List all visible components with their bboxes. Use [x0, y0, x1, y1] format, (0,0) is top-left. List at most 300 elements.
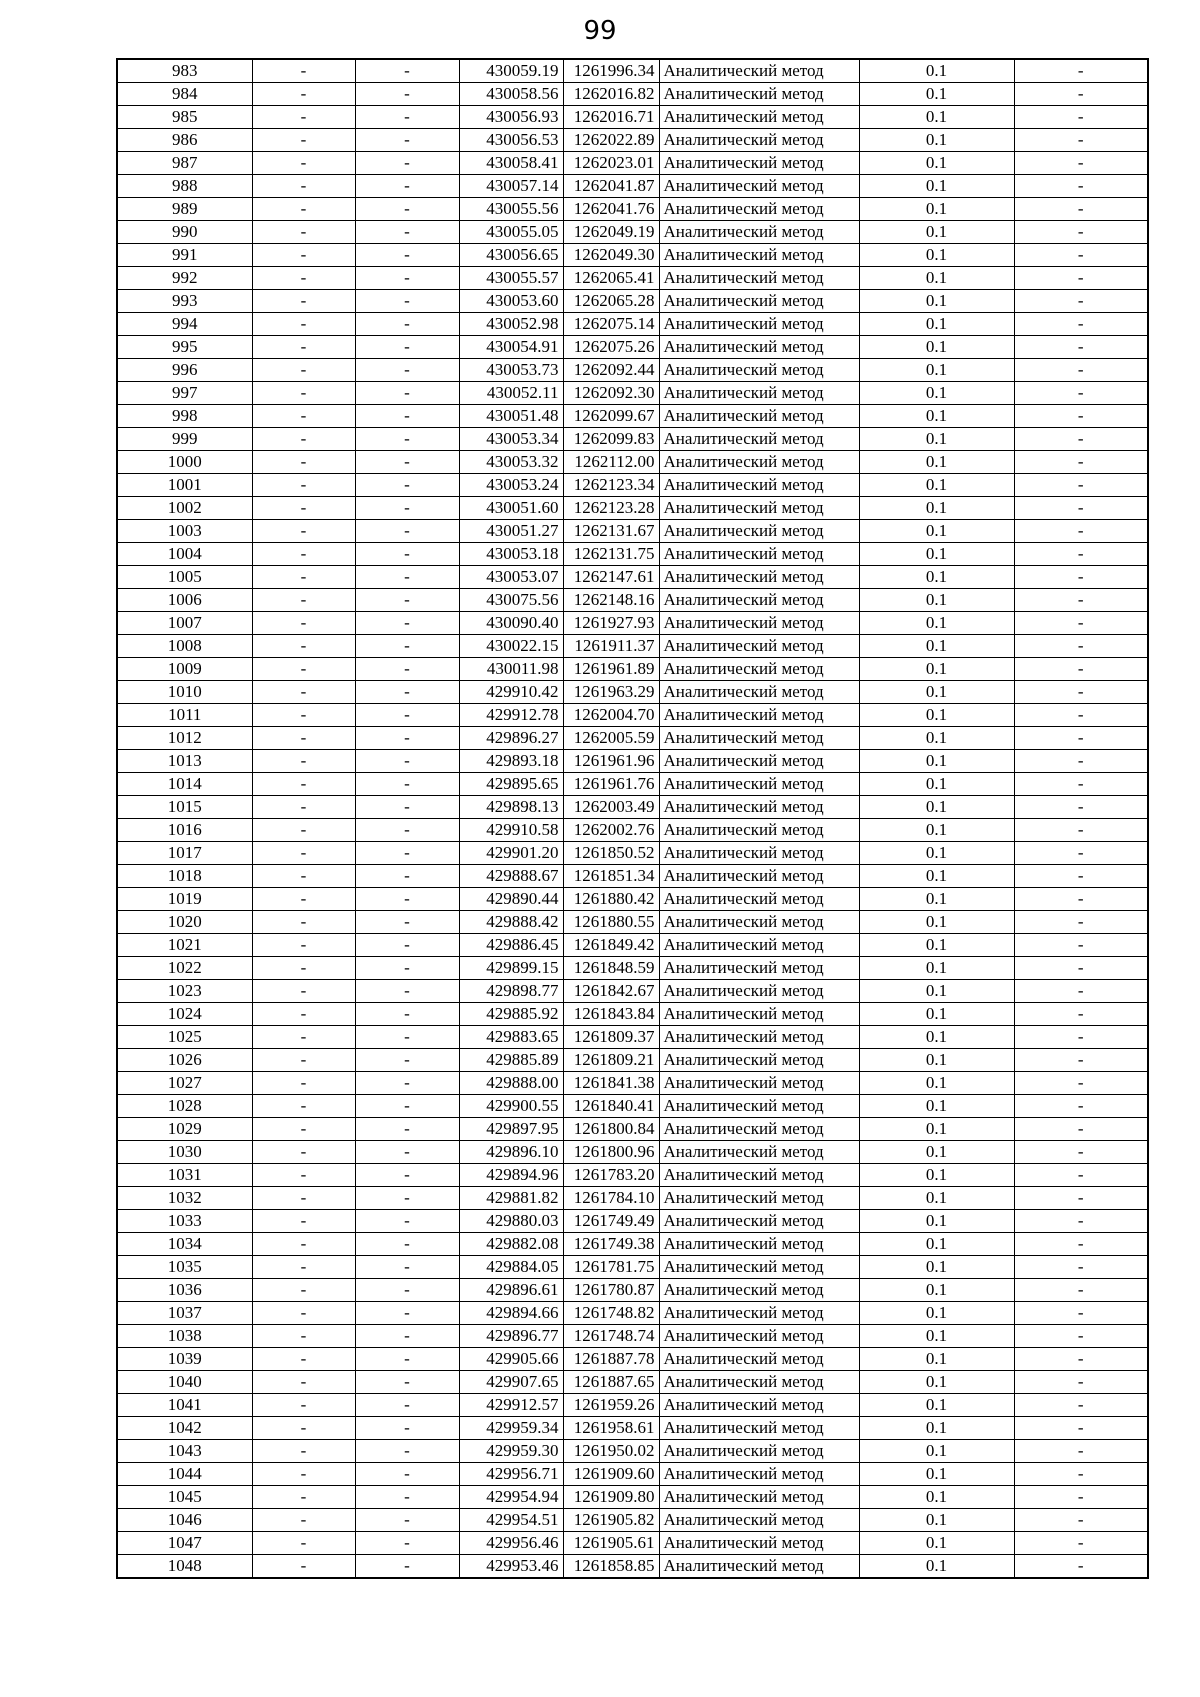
x-coordinate-cell: 429895.65	[459, 773, 563, 796]
point-number-cell: 986	[117, 129, 252, 152]
column-3-cell: -	[355, 382, 459, 405]
y-coordinate-cell: 1262065.28	[563, 290, 659, 313]
point-number-cell: 997	[117, 382, 252, 405]
x-coordinate-cell: 430011.98	[459, 658, 563, 681]
column-2-cell: -	[252, 658, 355, 681]
point-number-cell: 990	[117, 221, 252, 244]
accuracy-cell: 0.1	[859, 1003, 1014, 1026]
column-3-cell: -	[355, 1072, 459, 1095]
point-number-cell: 1038	[117, 1325, 252, 1348]
y-coordinate-cell: 1262003.49	[563, 796, 659, 819]
column-2-cell: -	[252, 313, 355, 336]
column-2-cell: -	[252, 244, 355, 267]
table-row	[117, 1302, 1148, 1325]
method-cell: Аналитический метод	[659, 1325, 859, 1348]
method-cell: Аналитический метод	[659, 221, 859, 244]
column-3-cell: -	[355, 336, 459, 359]
column-2-cell: -	[252, 1003, 355, 1026]
column-3-cell: -	[355, 589, 459, 612]
column-3-cell: -	[355, 290, 459, 313]
accuracy-cell: 0.1	[859, 1072, 1014, 1095]
point-number-cell: 1027	[117, 1072, 252, 1095]
point-number-cell: 985	[117, 106, 252, 129]
y-coordinate-cell: 1261800.96	[563, 1141, 659, 1164]
column-3-cell: -	[355, 727, 459, 750]
accuracy-cell: 0.1	[859, 1486, 1014, 1509]
column-3-cell: -	[355, 635, 459, 658]
table-row	[117, 267, 1148, 290]
method-cell: Аналитический метод	[659, 934, 859, 957]
y-coordinate-cell: 1261959.26	[563, 1394, 659, 1417]
point-number-cell: 1020	[117, 911, 252, 934]
method-cell: Аналитический метод	[659, 1532, 859, 1555]
column-8-cell: -	[1014, 704, 1148, 727]
point-number-cell: 1034	[117, 1233, 252, 1256]
column-2-cell: -	[252, 957, 355, 980]
column-3-cell: -	[355, 1417, 459, 1440]
column-2-cell: -	[252, 681, 355, 704]
column-8-cell: -	[1014, 727, 1148, 750]
point-number-cell: 1001	[117, 474, 252, 497]
table-row	[117, 796, 1148, 819]
column-2-cell: -	[252, 520, 355, 543]
method-cell: Аналитический метод	[659, 980, 859, 1003]
y-coordinate-cell: 1261887.78	[563, 1348, 659, 1371]
method-cell: Аналитический метод	[659, 152, 859, 175]
column-2-cell: -	[252, 405, 355, 428]
table-row	[117, 819, 1148, 842]
table-row	[117, 658, 1148, 681]
column-8-cell: -	[1014, 1532, 1148, 1555]
y-coordinate-cell: 1262092.30	[563, 382, 659, 405]
method-cell: Аналитический метод	[659, 773, 859, 796]
y-coordinate-cell: 1261851.34	[563, 865, 659, 888]
table-row	[117, 290, 1148, 313]
x-coordinate-cell: 430053.73	[459, 359, 563, 382]
method-cell: Аналитический метод	[659, 290, 859, 313]
column-2-cell: -	[252, 1532, 355, 1555]
x-coordinate-cell: 430056.93	[459, 106, 563, 129]
table-row	[117, 1187, 1148, 1210]
x-coordinate-cell: 429954.94	[459, 1486, 563, 1509]
x-coordinate-cell: 430059.19	[459, 59, 563, 83]
accuracy-cell: 0.1	[859, 681, 1014, 704]
column-2-cell: -	[252, 83, 355, 106]
table-row	[117, 1371, 1148, 1394]
x-coordinate-cell: 430053.24	[459, 474, 563, 497]
x-coordinate-cell: 429901.20	[459, 842, 563, 865]
table-row	[117, 1394, 1148, 1417]
accuracy-cell: 0.1	[859, 1049, 1014, 1072]
accuracy-cell: 0.1	[859, 336, 1014, 359]
y-coordinate-cell: 1261748.82	[563, 1302, 659, 1325]
column-2-cell: -	[252, 1555, 355, 1579]
table-row	[117, 1486, 1148, 1509]
y-coordinate-cell: 1261809.21	[563, 1049, 659, 1072]
table-row	[117, 451, 1148, 474]
column-2-cell: -	[252, 59, 355, 83]
column-8-cell: -	[1014, 957, 1148, 980]
column-3-cell: -	[355, 1118, 459, 1141]
y-coordinate-cell: 1261781.75	[563, 1256, 659, 1279]
column-8-cell: -	[1014, 842, 1148, 865]
y-coordinate-cell: 1262002.76	[563, 819, 659, 842]
column-2-cell: -	[252, 727, 355, 750]
column-2-cell: -	[252, 865, 355, 888]
point-number-cell: 1040	[117, 1371, 252, 1394]
column-8-cell: -	[1014, 1233, 1148, 1256]
x-coordinate-cell: 429899.15	[459, 957, 563, 980]
column-2-cell: -	[252, 750, 355, 773]
table-row	[117, 635, 1148, 658]
column-2-cell: -	[252, 796, 355, 819]
x-coordinate-cell: 430052.98	[459, 313, 563, 336]
point-number-cell: 1009	[117, 658, 252, 681]
table-row	[117, 359, 1148, 382]
table-row	[117, 727, 1148, 750]
column-8-cell: -	[1014, 888, 1148, 911]
x-coordinate-cell: 430056.53	[459, 129, 563, 152]
x-coordinate-cell: 429896.77	[459, 1325, 563, 1348]
column-8-cell: -	[1014, 405, 1148, 428]
method-cell: Аналитический метод	[659, 1003, 859, 1026]
accuracy-cell: 0.1	[859, 1417, 1014, 1440]
x-coordinate-cell: 429910.58	[459, 819, 563, 842]
x-coordinate-cell: 429882.08	[459, 1233, 563, 1256]
method-cell: Аналитический метод	[659, 198, 859, 221]
column-2-cell: -	[252, 773, 355, 796]
column-8-cell: -	[1014, 290, 1148, 313]
y-coordinate-cell: 1262099.83	[563, 428, 659, 451]
method-cell: Аналитический метод	[659, 842, 859, 865]
y-coordinate-cell: 1261950.02	[563, 1440, 659, 1463]
x-coordinate-cell: 430075.56	[459, 589, 563, 612]
accuracy-cell: 0.1	[859, 290, 1014, 313]
column-8-cell: -	[1014, 520, 1148, 543]
x-coordinate-cell: 430058.56	[459, 83, 563, 106]
column-3-cell: -	[355, 83, 459, 106]
column-3-cell: -	[355, 497, 459, 520]
y-coordinate-cell: 1261996.34	[563, 59, 659, 83]
column-2-cell: -	[252, 1486, 355, 1509]
table-row	[117, 1026, 1148, 1049]
column-2-cell: -	[252, 382, 355, 405]
x-coordinate-cell: 429890.44	[459, 888, 563, 911]
column-2-cell: -	[252, 1440, 355, 1463]
column-2-cell: -	[252, 451, 355, 474]
column-8-cell: -	[1014, 1118, 1148, 1141]
x-coordinate-cell: 429883.65	[459, 1026, 563, 1049]
column-3-cell: -	[355, 1233, 459, 1256]
method-cell: Аналитический метод	[659, 1302, 859, 1325]
column-3-cell: -	[355, 1141, 459, 1164]
accuracy-cell: 0.1	[859, 1302, 1014, 1325]
y-coordinate-cell: 1261841.38	[563, 1072, 659, 1095]
y-coordinate-cell: 1262041.87	[563, 175, 659, 198]
column-3-cell: -	[355, 1532, 459, 1555]
table-row	[117, 750, 1148, 773]
accuracy-cell: 0.1	[859, 359, 1014, 382]
point-number-cell: 1031	[117, 1164, 252, 1187]
column-2-cell: -	[252, 635, 355, 658]
column-3-cell: -	[355, 451, 459, 474]
x-coordinate-cell: 429912.78	[459, 704, 563, 727]
column-3-cell: -	[355, 267, 459, 290]
y-coordinate-cell: 1261843.84	[563, 1003, 659, 1026]
point-number-cell: 1019	[117, 888, 252, 911]
table-row	[117, 842, 1148, 865]
table-row	[117, 589, 1148, 612]
column-3-cell: -	[355, 612, 459, 635]
point-number-cell: 1015	[117, 796, 252, 819]
table-row	[117, 497, 1148, 520]
column-2-cell: -	[252, 1026, 355, 1049]
x-coordinate-cell: 429884.05	[459, 1256, 563, 1279]
point-number-cell: 1023	[117, 980, 252, 1003]
x-coordinate-cell: 429893.18	[459, 750, 563, 773]
column-2-cell: -	[252, 129, 355, 152]
accuracy-cell: 0.1	[859, 221, 1014, 244]
point-number-cell: 1048	[117, 1555, 252, 1579]
column-8-cell: -	[1014, 451, 1148, 474]
column-8-cell: -	[1014, 1348, 1148, 1371]
table-row	[117, 1463, 1148, 1486]
y-coordinate-cell: 1261858.85	[563, 1555, 659, 1579]
method-cell: Аналитический метод	[659, 1164, 859, 1187]
accuracy-cell: 0.1	[859, 1118, 1014, 1141]
column-8-cell: -	[1014, 1049, 1148, 1072]
column-3-cell: -	[355, 1026, 459, 1049]
accuracy-cell: 0.1	[859, 497, 1014, 520]
method-cell: Аналитический метод	[659, 474, 859, 497]
column-8-cell: -	[1014, 221, 1148, 244]
x-coordinate-cell: 430052.11	[459, 382, 563, 405]
column-2-cell: -	[252, 106, 355, 129]
x-coordinate-cell: 429912.57	[459, 1394, 563, 1417]
accuracy-cell: 0.1	[859, 980, 1014, 1003]
method-cell: Аналитический метод	[659, 1095, 859, 1118]
table-row	[117, 1532, 1148, 1555]
column-3-cell: -	[355, 819, 459, 842]
table-row	[117, 1072, 1148, 1095]
accuracy-cell: 0.1	[859, 865, 1014, 888]
column-8-cell: -	[1014, 658, 1148, 681]
point-number-cell: 1026	[117, 1049, 252, 1072]
column-8-cell: -	[1014, 980, 1148, 1003]
table-row	[117, 566, 1148, 589]
column-8-cell: -	[1014, 1279, 1148, 1302]
column-3-cell: -	[355, 106, 459, 129]
column-3-cell: -	[355, 750, 459, 773]
accuracy-cell: 0.1	[859, 1279, 1014, 1302]
point-number-cell: 1025	[117, 1026, 252, 1049]
column-2-cell: -	[252, 1256, 355, 1279]
column-2-cell: -	[252, 336, 355, 359]
column-2-cell: -	[252, 1279, 355, 1302]
column-3-cell: -	[355, 980, 459, 1003]
column-8-cell: -	[1014, 267, 1148, 290]
accuracy-cell: 0.1	[859, 451, 1014, 474]
point-number-cell: 1005	[117, 566, 252, 589]
point-number-cell: 1042	[117, 1417, 252, 1440]
point-number-cell: 1041	[117, 1394, 252, 1417]
x-coordinate-cell: 430090.40	[459, 612, 563, 635]
column-3-cell: -	[355, 1486, 459, 1509]
point-number-cell: 999	[117, 428, 252, 451]
y-coordinate-cell: 1261784.10	[563, 1187, 659, 1210]
y-coordinate-cell: 1262016.71	[563, 106, 659, 129]
x-coordinate-cell: 430055.56	[459, 198, 563, 221]
table-row	[117, 59, 1148, 83]
x-coordinate-cell: 429896.27	[459, 727, 563, 750]
column-3-cell: -	[355, 313, 459, 336]
y-coordinate-cell: 1262049.30	[563, 244, 659, 267]
column-8-cell: -	[1014, 244, 1148, 267]
accuracy-cell: 0.1	[859, 589, 1014, 612]
x-coordinate-cell: 430053.60	[459, 290, 563, 313]
method-cell: Аналитический метод	[659, 106, 859, 129]
accuracy-cell: 0.1	[859, 129, 1014, 152]
column-2-cell: -	[252, 543, 355, 566]
column-3-cell: -	[355, 566, 459, 589]
y-coordinate-cell: 1261961.76	[563, 773, 659, 796]
accuracy-cell: 0.1	[859, 796, 1014, 819]
column-8-cell: -	[1014, 83, 1148, 106]
table-row	[117, 957, 1148, 980]
table-row	[117, 681, 1148, 704]
method-cell: Аналитический метод	[659, 1417, 859, 1440]
method-cell: Аналитический метод	[659, 612, 859, 635]
y-coordinate-cell: 1261800.84	[563, 1118, 659, 1141]
point-number-cell: 988	[117, 175, 252, 198]
y-coordinate-cell: 1261905.61	[563, 1532, 659, 1555]
column-8-cell: -	[1014, 198, 1148, 221]
method-cell: Аналитический метод	[659, 1141, 859, 1164]
x-coordinate-cell: 430053.32	[459, 451, 563, 474]
point-number-cell: 1024	[117, 1003, 252, 1026]
column-2-cell: -	[252, 1141, 355, 1164]
table-row	[117, 83, 1148, 106]
column-3-cell: -	[355, 1279, 459, 1302]
column-8-cell: -	[1014, 1463, 1148, 1486]
accuracy-cell: 0.1	[859, 658, 1014, 681]
x-coordinate-cell: 429886.45	[459, 934, 563, 957]
column-3-cell: -	[355, 129, 459, 152]
method-cell: Аналитический метод	[659, 1486, 859, 1509]
table-row	[117, 911, 1148, 934]
accuracy-cell: 0.1	[859, 1210, 1014, 1233]
method-cell: Аналитический метод	[659, 59, 859, 83]
table-row	[117, 865, 1148, 888]
method-cell: Аналитический метод	[659, 1463, 859, 1486]
y-coordinate-cell: 1261748.74	[563, 1325, 659, 1348]
table-row	[117, 612, 1148, 635]
point-number-cell: 1022	[117, 957, 252, 980]
point-number-cell: 1006	[117, 589, 252, 612]
y-coordinate-cell: 1261880.55	[563, 911, 659, 934]
x-coordinate-cell: 429910.42	[459, 681, 563, 704]
method-cell: Аналитический метод	[659, 1555, 859, 1579]
accuracy-cell: 0.1	[859, 1532, 1014, 1555]
method-cell: Аналитический метод	[659, 497, 859, 520]
table-body	[117, 59, 1148, 1578]
x-coordinate-cell: 430054.91	[459, 336, 563, 359]
accuracy-cell: 0.1	[859, 934, 1014, 957]
column-3-cell: -	[355, 865, 459, 888]
column-8-cell: -	[1014, 1210, 1148, 1233]
column-3-cell: -	[355, 704, 459, 727]
x-coordinate-cell: 430053.34	[459, 428, 563, 451]
column-3-cell: -	[355, 1463, 459, 1486]
y-coordinate-cell: 1262123.28	[563, 497, 659, 520]
method-cell: Аналитический метод	[659, 1256, 859, 1279]
accuracy-cell: 0.1	[859, 1555, 1014, 1579]
x-coordinate-cell: 429898.77	[459, 980, 563, 1003]
column-2-cell: -	[252, 566, 355, 589]
x-coordinate-cell: 429953.46	[459, 1555, 563, 1579]
method-cell: Аналитический метод	[659, 704, 859, 727]
y-coordinate-cell: 1262041.76	[563, 198, 659, 221]
method-cell: Аналитический метод	[659, 313, 859, 336]
column-8-cell: -	[1014, 1095, 1148, 1118]
x-coordinate-cell: 429956.46	[459, 1532, 563, 1555]
point-number-cell: 1011	[117, 704, 252, 727]
column-8-cell: -	[1014, 681, 1148, 704]
column-2-cell: -	[252, 1095, 355, 1118]
method-cell: Аналитический метод	[659, 750, 859, 773]
column-8-cell: -	[1014, 313, 1148, 336]
column-3-cell: -	[355, 59, 459, 83]
column-8-cell: -	[1014, 382, 1148, 405]
point-number-cell: 1018	[117, 865, 252, 888]
point-number-cell: 1030	[117, 1141, 252, 1164]
column-8-cell: -	[1014, 1164, 1148, 1187]
column-2-cell: -	[252, 1164, 355, 1187]
column-3-cell: -	[355, 888, 459, 911]
point-number-cell: 994	[117, 313, 252, 336]
method-cell: Аналитический метод	[659, 957, 859, 980]
column-3-cell: -	[355, 175, 459, 198]
y-coordinate-cell: 1261963.29	[563, 681, 659, 704]
table-row	[117, 175, 1148, 198]
accuracy-cell: 0.1	[859, 566, 1014, 589]
column-3-cell: -	[355, 1003, 459, 1026]
y-coordinate-cell: 1261849.42	[563, 934, 659, 957]
table-row	[117, 474, 1148, 497]
column-8-cell: -	[1014, 1302, 1148, 1325]
x-coordinate-cell: 430053.18	[459, 543, 563, 566]
column-3-cell: -	[355, 1509, 459, 1532]
column-8-cell: -	[1014, 819, 1148, 842]
y-coordinate-cell: 1261783.20	[563, 1164, 659, 1187]
point-number-cell: 1000	[117, 451, 252, 474]
column-3-cell: -	[355, 152, 459, 175]
column-3-cell: -	[355, 520, 459, 543]
column-2-cell: -	[252, 980, 355, 1003]
point-number-cell: 1046	[117, 1509, 252, 1532]
column-3-cell: -	[355, 1187, 459, 1210]
accuracy-cell: 0.1	[859, 1371, 1014, 1394]
column-2-cell: -	[252, 198, 355, 221]
table-row	[117, 1256, 1148, 1279]
y-coordinate-cell: 1262005.59	[563, 727, 659, 750]
column-3-cell: -	[355, 428, 459, 451]
table-row	[117, 1325, 1148, 1348]
y-coordinate-cell: 1261961.96	[563, 750, 659, 773]
x-coordinate-cell: 429885.89	[459, 1049, 563, 1072]
column-2-cell: -	[252, 359, 355, 382]
column-8-cell: -	[1014, 175, 1148, 198]
